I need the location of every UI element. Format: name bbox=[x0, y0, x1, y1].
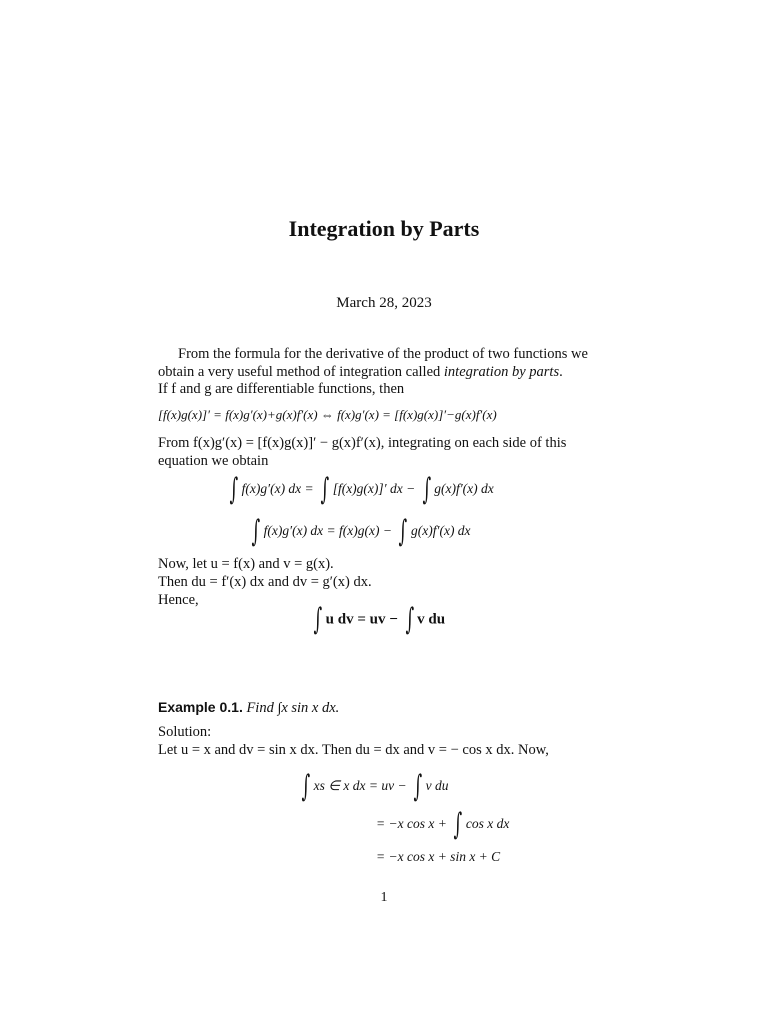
integral-equation-1 bbox=[226, 472, 494, 507]
sol-row1-b: v du bbox=[425, 778, 449, 794]
hence-line: Hence, bbox=[158, 592, 199, 608]
page-number: 1 bbox=[380, 890, 388, 905]
integral-sign: ∫ bbox=[398, 514, 408, 549]
integral-sign: ∫ bbox=[277, 701, 282, 716]
then-line: Then du = f′(x) dx and dv = g′(x) dx. bbox=[158, 574, 372, 590]
solution-equation-row-1 bbox=[298, 769, 449, 804]
solution-equation-row-3: = −x cos x + sin x + C bbox=[376, 849, 501, 864]
integral-sign: ∫ bbox=[405, 602, 414, 637]
solution-line: Let u = x and dv = sin x dx. Then du = dx and v = − cos x dx. Now, bbox=[158, 742, 549, 758]
intro-line-2-text: obtain a very useful method of integration called bbox=[158, 364, 444, 380]
integral-sign: ∫ bbox=[229, 472, 239, 507]
document-title: Integration by Parts bbox=[288, 216, 480, 241]
integral-sign: ∫ bbox=[413, 769, 423, 804]
intro-emphasis: integration by parts bbox=[443, 364, 560, 380]
intro-line-2-end: . bbox=[559, 364, 563, 380]
example-find: Find bbox=[246, 700, 274, 716]
product-rule-equation: [f(x)g(x)]′ = f(x)g′(x)+g(x)f′(x) ⇔ f(x)g′(x) = [f(x)g(x)]′−g(x)f′(x) bbox=[158, 407, 497, 422]
eq1-part-a: f(x)g′(x) dx = bbox=[241, 481, 314, 497]
integral-sign: ∫ bbox=[301, 769, 311, 804]
integral-equation-2 bbox=[248, 514, 471, 549]
intro-line-3: If f and g are differentiable functions, then bbox=[158, 381, 405, 397]
integral-sign: ∫ bbox=[422, 472, 431, 507]
intro-line-2 bbox=[158, 363, 563, 381]
integration-by-parts-formula bbox=[310, 602, 446, 637]
eq1-part-c: g(x)f′(x) dx bbox=[434, 481, 494, 497]
example-heading bbox=[158, 698, 339, 718]
solution-equation-row-2 bbox=[376, 807, 510, 842]
sol-row2-b: cos x dx bbox=[465, 816, 510, 832]
sol-row1-a: xs ∈ x dx = uv − bbox=[313, 778, 407, 794]
example-expression: x sin x dx. bbox=[281, 700, 340, 716]
from-line-2: equation we obtain bbox=[158, 453, 269, 469]
let-line: Now, let u = f(x) and v = g(x). bbox=[158, 556, 334, 572]
example-label: Example 0.1. bbox=[158, 699, 243, 715]
integral-sign: ∫ bbox=[320, 472, 330, 507]
intro-line-1: From the formula for the derivative of the product of two functions we bbox=[178, 346, 588, 362]
formula-part-b: v du bbox=[417, 611, 446, 628]
eq2-part-b: g(x)f′(x) dx bbox=[411, 523, 471, 539]
from-line-1: From f(x)g′(x) = [f(x)g(x)]′ − g(x)f′(x), integrating on each side of this bbox=[158, 435, 567, 451]
eq2-part-a: f(x)g′(x) dx = f(x)g(x) − bbox=[263, 523, 392, 539]
formula-part-a: u dv = uv − bbox=[325, 611, 398, 628]
eq1-part-b: [f(x)g(x)]′ dx − bbox=[332, 481, 416, 497]
sol-row2-a: = −x cos x + bbox=[376, 816, 447, 832]
integral-sign: ∫ bbox=[453, 807, 463, 842]
solution-label: Solution: bbox=[158, 724, 212, 740]
integral-sign: ∫ bbox=[251, 514, 261, 549]
document-date: March 28, 2023 bbox=[336, 295, 432, 311]
integral-sign: ∫ bbox=[313, 602, 323, 637]
